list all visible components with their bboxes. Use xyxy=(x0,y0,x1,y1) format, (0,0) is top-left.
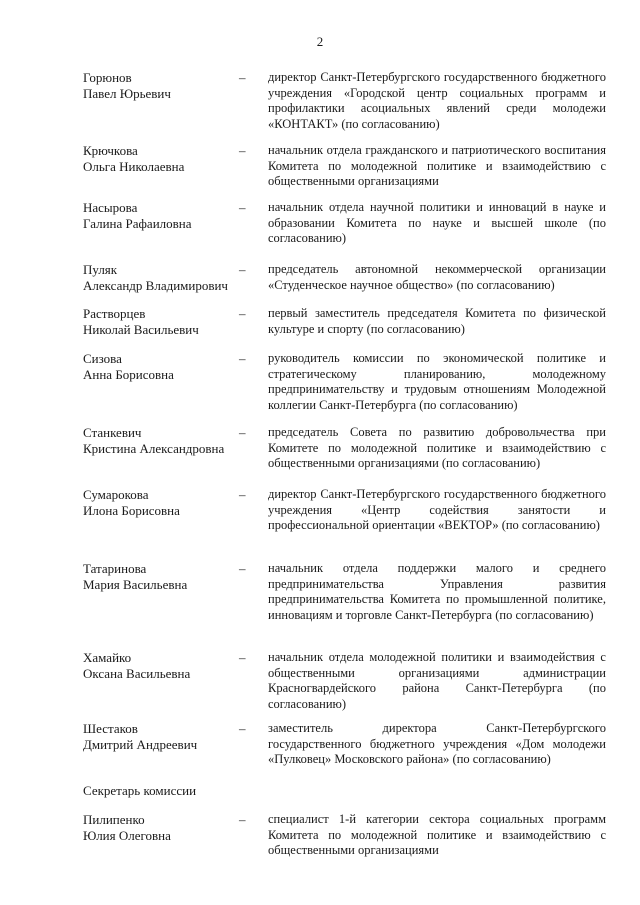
dash-separator: – xyxy=(239,70,246,85)
member-role: директор Санкт-Петербургского государственного бюджетного учреждения «Городской центр социальных программ и профилактики асоциальных явлений среди молодежи «КОНТАКТ» (по согласованию) xyxy=(268,70,606,131)
member-name xyxy=(83,487,253,518)
member-first-name: Илона Борисовна xyxy=(83,502,180,518)
member-first-name: Дмитрий Андреевич xyxy=(83,736,198,752)
member-first-name: Оксана Васильевна xyxy=(83,665,191,681)
member-last-name: Станкевич xyxy=(83,425,142,440)
member-first-name: Анна Борисовна xyxy=(83,366,174,382)
dash-separator: – xyxy=(239,561,246,576)
member-last-name: Татаринова xyxy=(83,561,147,576)
member-last-name: Насырова xyxy=(83,200,138,215)
member-role: начальник отдела гражданского и патриотического воспитания Комитета по молодежной политике и взаимодействию с общественными организациями xyxy=(268,143,606,189)
member-last-name: Шестаков xyxy=(83,721,138,736)
member-role: специалист 1-й категории сектора социальных программ Комитета по молодежной политике и взаимодействию с общественными организациями xyxy=(268,812,606,858)
member-role: начальник отдела молодежной политики и взаимодействия с общественными организациями администрации Красногвардейского района Санкт-Петербурга (по согласованию) xyxy=(268,650,606,711)
member-last-name: Сумарокова xyxy=(83,487,149,502)
dash-separator: – xyxy=(239,650,246,665)
member-first-name: Александр Владимирович xyxy=(83,277,228,293)
member-last-name: Хамайко xyxy=(83,650,132,665)
dash-separator: – xyxy=(239,721,246,736)
member-last-name: Крючкова xyxy=(83,143,138,158)
dash-separator: – xyxy=(239,487,246,502)
dash-separator: – xyxy=(239,812,246,827)
member-role: первый заместитель председателя Комитета по физической культуре и спорту (по согласованию) xyxy=(268,306,606,336)
member-name xyxy=(83,200,253,231)
member-role: заместитель директора Санкт-Петербургского государственного бюджетного учреждения «Дом молодежи «Пулковец» Московского района» (по согласованию) xyxy=(268,721,606,767)
member-name xyxy=(83,143,253,174)
member-last-name: Растворцев xyxy=(83,306,146,321)
member-name xyxy=(83,812,253,843)
member-last-name: Пуляк xyxy=(83,262,118,277)
member-first-name: Кристина Александровна xyxy=(83,440,225,456)
dash-separator: – xyxy=(239,425,246,440)
member-role: председатель автономной некоммерческой организации «Студенческое научное общество» (по согласованию) xyxy=(268,262,606,292)
member-name xyxy=(83,262,253,293)
member-first-name: Мария Васильевна xyxy=(83,576,188,592)
member-name xyxy=(83,425,253,456)
member-last-name: Сизова xyxy=(83,351,122,366)
dash-separator: – xyxy=(239,262,246,277)
page-number: 2 xyxy=(316,34,324,49)
member-first-name: Галина Рафаиловна xyxy=(83,215,192,231)
dash-separator: – xyxy=(239,143,246,158)
member-role: начальник отдела поддержки малого и среднего предпринимательства Управления развития предпринимательства Комитета по промышленной политике, инновациям и торговле Санкт-Петербурга (по согласованию) xyxy=(268,561,606,622)
member-role: руководитель комиссии по экономической политике и стратегическому планированию, молодежному предпринимательству и трудовым отношениям Молодежной коллегии Санкт-Петербурга (по согласованию) xyxy=(268,351,606,412)
member-first-name: Юлия Олеговна xyxy=(83,827,171,843)
member-first-name: Павел Юрьевич xyxy=(83,85,171,101)
member-role: председатель Совета по развитию добровольчества при Комитете по молодежной политике и взаимодействию с общественными организациями (по согласованию) xyxy=(268,425,606,471)
member-role: директор Санкт-Петербургского государственного бюджетного учреждения «Центр содействия занятости и профессиональной ориентации «ВЕКТОР» (по согласованию) xyxy=(268,487,606,533)
member-first-name: Ольга Николаевна xyxy=(83,158,185,174)
dash-separator: – xyxy=(239,306,246,321)
member-name xyxy=(83,351,253,382)
member-name xyxy=(83,650,253,681)
secretary-section-label: Секретарь комиссии xyxy=(83,783,197,798)
member-first-name: Николай Васильевич xyxy=(83,321,199,337)
member-name xyxy=(83,70,253,101)
member-role: начальник отдела научной политики и инноваций в науке и образовании Комитета по науке и высшей школе (по согласованию) xyxy=(268,200,606,246)
member-name xyxy=(83,561,253,592)
dash-separator: – xyxy=(239,200,246,215)
member-last-name: Пилипенко xyxy=(83,812,145,827)
member-name xyxy=(83,721,253,752)
member-last-name: Горюнов xyxy=(83,70,132,85)
dash-separator: – xyxy=(239,351,246,366)
member-name xyxy=(83,306,253,337)
